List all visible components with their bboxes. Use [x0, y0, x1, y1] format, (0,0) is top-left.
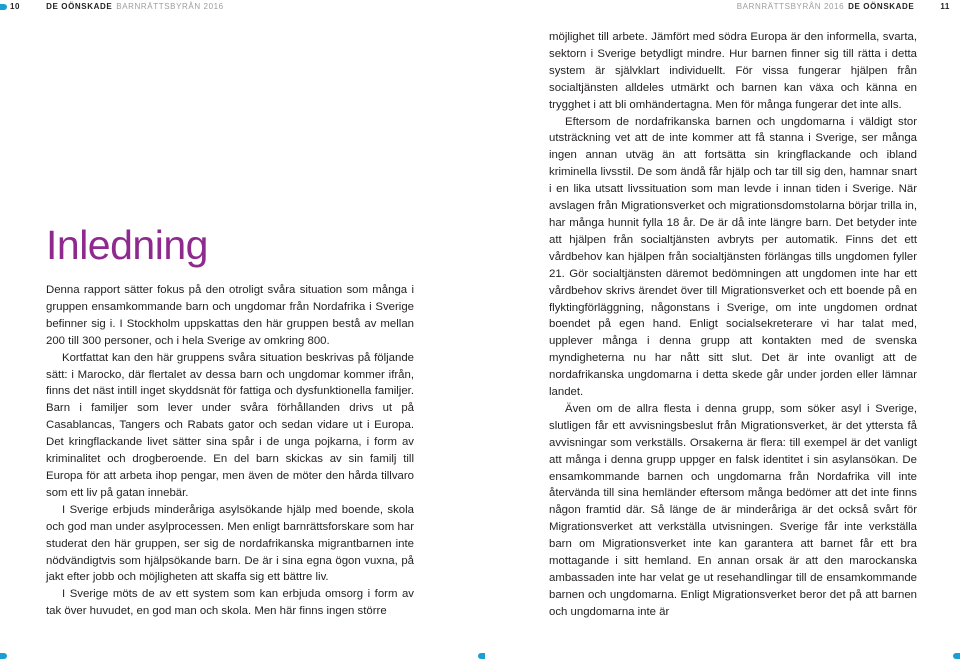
left-header-subtitle: BARNRÄTTSBYRÅN 2016	[116, 2, 224, 11]
body-paragraph: Även om de allra flesta i denna grupp, som söker asyl i Sverige, slutligen får ett avvisningsbeslut från Migrationsverket, är det yttersta få avvisningar som verkställs. Orsakerna är flera: till exempel är det vanligt att många i denna grupp uppger en falsk identitet i sin asylansökan. De ensamkommande barnen och ungdomarna från Nordafrika vill inte återvända till sina hemländer eftersom många bedömer att det inte finns någon framtid där. Så länge de är minderåriga är det också svårt för Migrationsverket att verkställa utvisningen. Sverige får inte verkställa barn om Migrationsverket inte kan garantera att barnet får ett bra mottagande i sitt hemland. En annan orsak är att den marockanska ambassaden inte har velat ge ut resehandlingar till de ensamkommande barnen och ungdomarna. Enligt Migrationsverket beror det på att barnen och ungdomarna inte är	[549, 402, 917, 618]
corner-mark-bottom-center	[478, 653, 485, 659]
intro-paragraph: Denna rapport sätter fokus på den otroligt svåra situation som många i gruppen ensamkommande barn och ungdomar från Nordafrika i Sverige befinner sig i. I Stockholm uppskattas den här gruppen bestå av mellan 200 till 300 personer, och i hela Sverige av omkring 800.	[46, 284, 414, 347]
body-paragraph: I Sverige erbjuds minderåriga asylsökande hjälp med boende, skola och god man under asylprocessen. Men enligt barnrättsforskare som har studerat den här gruppen, ser sig de nordafrikanska migrantbarnen inte nödvändigtvis som hjälpsökande barn. De är i sina egna ögon vuxna, på jakt efter jobb och möjligheten att skaffa sig ett bättre liv.	[46, 503, 414, 584]
body-paragraph: Kortfattat kan den här gruppens svåra situation beskrivas på följande sätt: i Marocko, där flertalet av dessa barn och ungdomar kommer ifrån, finns det näst intill inget skyddsnät för fattiga och dysfunktionella familjer. Barn i familjer som lever under svåra förhållanden drivs ut på Casablancas, Tangers och Rabats gator och sedan vidare ut i Europa. Det kringflackande livet sätter sina spår i de unga pojkarna, i form av kriminalitet och drogberoende. En del barn skickas av sin familj till Europa för att arbeta ihop pengar, men även de möter den hårda tillvaro som ett liv på gatan innebär.	[46, 351, 414, 499]
corner-mark-bottom-left	[0, 653, 7, 659]
right-page-header	[737, 2, 950, 12]
right-page-number: 11	[940, 2, 950, 11]
left-page-header	[10, 2, 224, 12]
left-header-publisher: DE OÖNSKADE	[46, 2, 113, 11]
body-paragraph: I Sverige möts de av ett system som kan erbjuda omsorg i form av tak över huvudet, en god man och skola. Men här finns ingen större	[46, 588, 414, 618]
corner-mark-bottom-right	[953, 653, 960, 659]
corner-mark-top-left	[0, 4, 7, 10]
left-text-column	[46, 282, 414, 620]
section-heading: Inledning	[46, 222, 208, 268]
body-paragraph: möjlighet till arbete. Jämfört med södra Europa är den informella, svarta, sektorn i Sverige betydligt mindre. Hur barnen finner sig till rätta i detta system är självklart individuellt. För vissa fungerar hjälpen från socialtjänsten alldeles utmärkt och barnen kan växa och känna en trygghet i att bli omhändertagna. Men för många fungerar det inte alls.	[549, 31, 917, 111]
right-header-subtitle: BARNRÄTTSBYRÅN 2016	[736, 2, 845, 11]
right-text-column	[549, 29, 917, 621]
left-page-number: 10	[10, 2, 21, 11]
body-paragraph: Eftersom de nordafrikanska barnen och ungdomarna i väldigt stor utsträckning vet att de inte kommer att få stanna i Sverige, ser många ingen annan utväg än att fortsätta sin kringflackande och ibland kriminella livsstil. De som ändå får hjälp och tar till sig den, hamnar snart i en lika utsatt livssituation som man levde i innan tiden i Sverige. När avslagen från Migrationsverket och migrationsdomstolarna börjar trilla in, har många hunnit fylla 18 år. De är då inte längre barn. Det betyder inte att hjälpen från socialtjänsten avbryts per automatik. Finns det ett vårdbehov kan hjälpen från socialtjänsten förlängas tills ungdomen fyller 21. Gör socialtjänsten däremot bedömningen att ungdomen inte har ett vårdbehov skrivs ärendet över till Migrationsverket och ett boende på en flyktingförläggning, någonstans i Sverige, om inte ungdomen ordnat boendet på egen hand. Enligt socialsekreterare vi har talat med, upplever många i denna grupp att kontakten med de svenska myndigheterna nu har nått sitt slut. Det är inte ovanligt att de nordafrikanska ungdomarna i detta skede går under jorden eller lämnar landet.	[549, 115, 917, 399]
right-header-publisher: DE OÖNSKADE	[848, 2, 915, 11]
